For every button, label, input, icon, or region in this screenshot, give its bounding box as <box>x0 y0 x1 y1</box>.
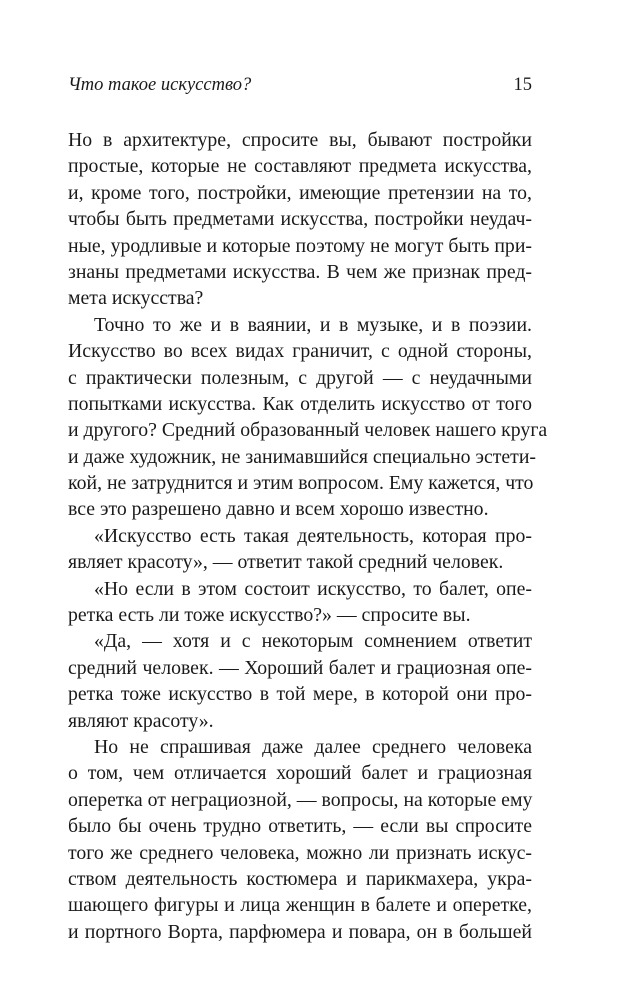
page-number: 15 <box>513 75 532 95</box>
text-line: все это разрешено давно и всем хорошо известно. <box>68 498 489 521</box>
text-line: и другого? Средний образованный человек нашего круга <box>68 419 548 442</box>
text-line: с практически полезным, с другой — с неудачными <box>68 366 532 389</box>
running-title: Что такое искусство? <box>68 75 252 95</box>
text-line: шающего фигуры и лица женщин в балете и оперетке, <box>68 894 532 917</box>
text-line: и даже художник, не занимавшийся специально эстети- <box>68 445 536 468</box>
text-line: являют красоту». <box>68 709 214 732</box>
paragraph-first-line: «Искусство есть такая деятельность, которая про- <box>94 524 532 547</box>
text-line: Искусство во всех видах граничит, с одной стороны, <box>68 340 532 363</box>
text-line: знаны предметами искусства. В чем же признак пред- <box>68 260 532 283</box>
text-line: ные, уродливые и которые поэтому не могут быть при- <box>68 234 532 257</box>
text-line: было бы очень трудно ответить, — если вы спросите <box>68 815 532 838</box>
text-line: средний человек. — Хороший балет и грациозная опе- <box>68 656 532 679</box>
text-line: оперетка от неграциозной, — вопросы, на которые ему <box>68 788 533 811</box>
text-line: ством деятельность костюмера и парикмахера, укра- <box>68 867 532 890</box>
text-line: попытками искусства. Как отделить искусство от того <box>68 392 532 415</box>
text-line: являет красоту», — ответит такой средний человек. <box>68 551 504 574</box>
paragraph-first-line: Но не спрашивая даже далее среднего человека <box>94 735 532 758</box>
paragraph-first-line: «Да, — хотя и с некоторым сомнением ответит <box>94 630 532 653</box>
text-line: простые, которые не составляют предмета искусства, <box>68 155 532 178</box>
body-text <box>68 127 548 945</box>
text-line: чтобы быть предметами искусства, постройки неудач- <box>68 208 532 231</box>
text-line: о том, чем отличается хороший балет и грациозная <box>68 762 532 785</box>
text-line: кой, не затруднится и этим вопросом. Ему кажется, что <box>68 472 534 495</box>
text-line: мета искусства? <box>68 287 204 310</box>
text-line: ретка тоже искусство в той мере, в которой они про- <box>68 683 532 706</box>
text-line: и, кроме того, постройки, имеющие претензии на то, <box>68 181 532 204</box>
text-line: Но в архитектуре, спросите вы, бывают постройки <box>68 129 532 151</box>
running-head <box>68 72 532 98</box>
paragraph-first-line: Точно то же и в ваянии, и в музыке, и в поэзии. <box>94 313 532 336</box>
text-line: того же среднего человека, можно ли признать искус- <box>68 841 532 864</box>
text-line: и портного Ворта, парфюмера и повара, он в большей <box>68 920 532 943</box>
paragraph-first-line: «Но если в этом состоит искусство, то балет, опе- <box>94 577 532 600</box>
text-line: ретка есть ли тоже искусство?» — спросите вы. <box>68 604 471 627</box>
